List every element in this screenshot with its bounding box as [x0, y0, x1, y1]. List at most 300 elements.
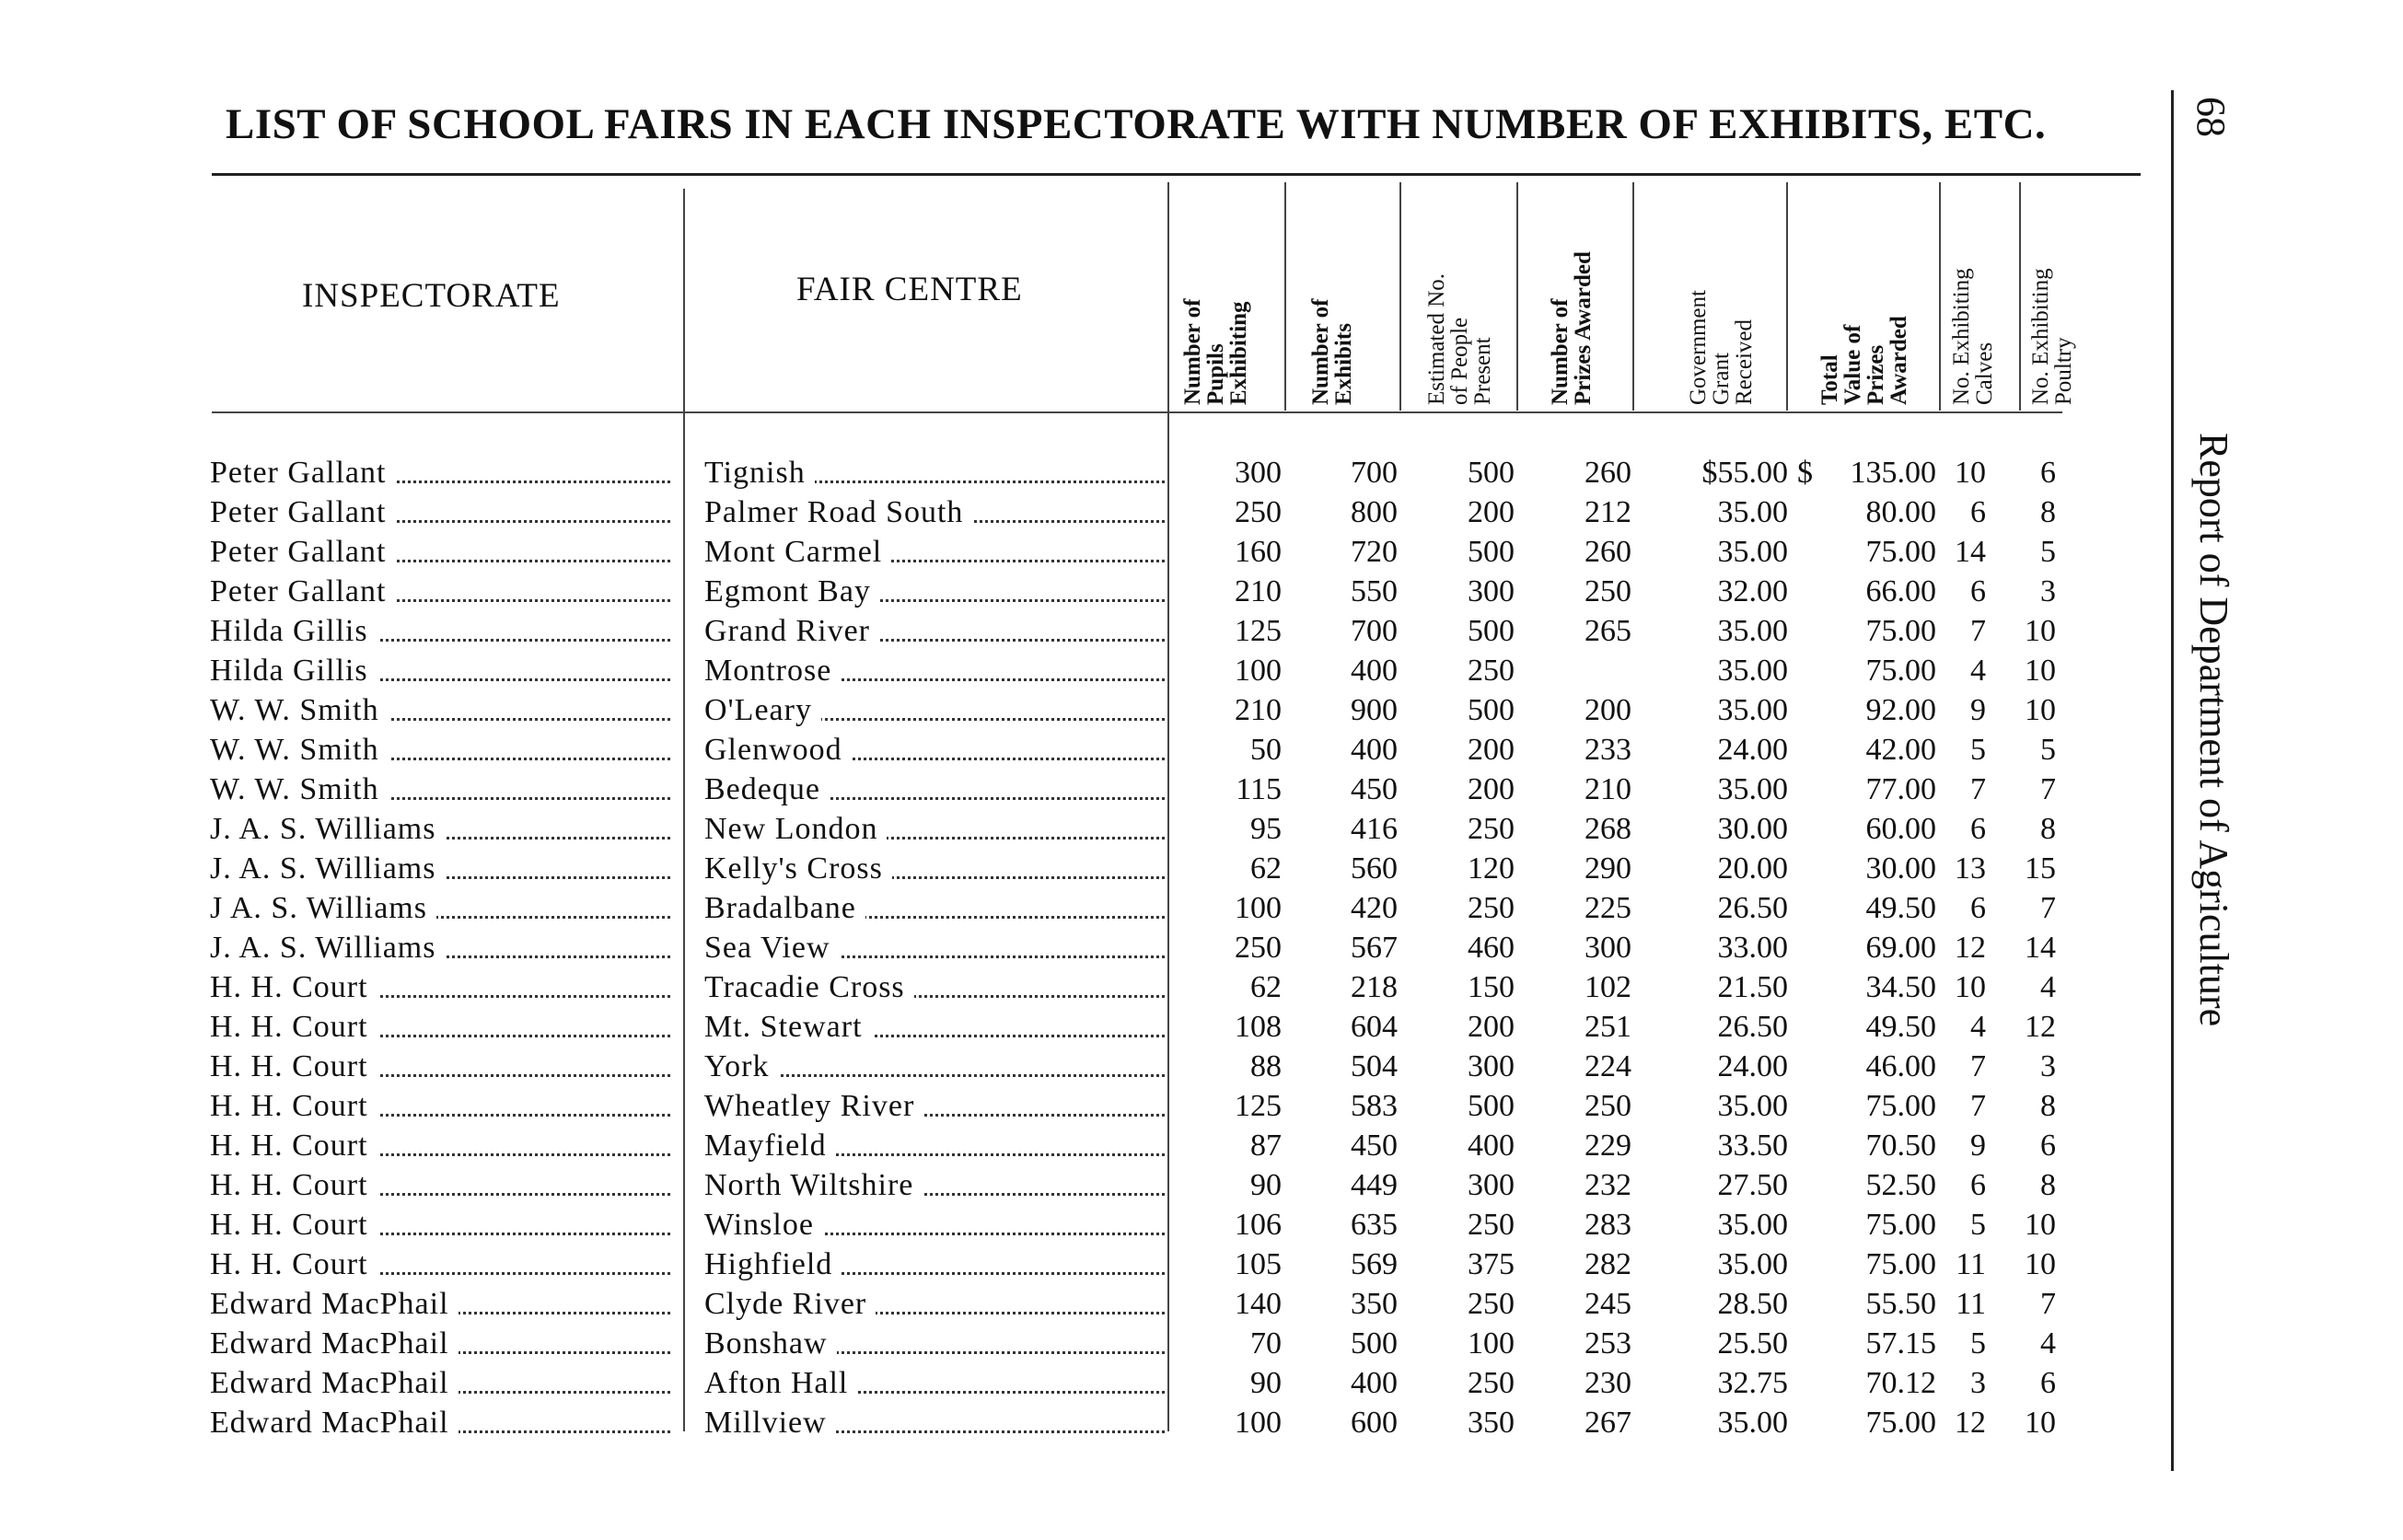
cell-people: 500: [1468, 614, 1515, 648]
cell-inspectorate-wrap: [210, 1126, 670, 1165]
table-row: [0, 967, 2118, 1007]
cell-people: 350: [1468, 1406, 1515, 1440]
cell-people: 500: [1468, 535, 1515, 569]
cell-pupils: 250: [1235, 931, 1282, 965]
cell-prizes: 212: [1585, 495, 1631, 529]
cell-exhibits: 720: [1351, 535, 1398, 569]
dollar-sign: $: [1797, 456, 1813, 490]
cell-inspectorate: H. H. Court: [210, 1247, 377, 1281]
cell-total-value: 70.50: [1865, 1129, 1936, 1163]
cell-inspectorate-wrap: [210, 1047, 670, 1086]
cell-inspectorate: Edward MacPhail: [210, 1366, 459, 1400]
cell-grant: 25.50: [1717, 1326, 1788, 1361]
cell-grant: 33.00: [1717, 931, 1788, 965]
cell-exhibits: 800: [1351, 495, 1398, 529]
cell-total-value: 75.00: [1865, 1208, 1936, 1242]
table-row: [0, 1324, 2118, 1363]
cell-grant: 24.00: [1717, 1049, 1788, 1083]
cell-fair-centre: Grand River: [704, 614, 879, 648]
cell-people: 200: [1468, 1010, 1515, 1044]
table-row: [0, 572, 2118, 611]
column-divider: [1786, 182, 1788, 411]
cell-exhibits: 450: [1351, 1129, 1398, 1163]
cell-inspectorate: J A. S. Williams: [210, 891, 436, 925]
cell-inspectorate: Peter Gallant: [210, 456, 395, 490]
cell-poultry: 7: [2040, 772, 2056, 806]
cell-calves: 7: [1970, 772, 1986, 806]
table-row: [0, 1284, 2118, 1324]
cell-poultry: 10: [2025, 693, 2056, 727]
table-row: [0, 1245, 2118, 1284]
cell-total-value: 69.00: [1865, 931, 1936, 965]
cell-pupils: 210: [1235, 693, 1282, 727]
cell-inspectorate-wrap: [210, 1165, 670, 1205]
cell-people: 460: [1468, 931, 1515, 965]
cell-people: 150: [1468, 970, 1515, 1004]
cell-inspectorate: Hilda Gillis: [210, 614, 377, 648]
cell-inspectorate-wrap: [210, 849, 670, 888]
cell-calves: 12: [1955, 1406, 1986, 1440]
cell-prizes: 230: [1585, 1366, 1631, 1400]
table-row: [0, 1165, 2118, 1205]
cell-prizes: 232: [1585, 1168, 1631, 1202]
cell-pupils: 108: [1235, 1010, 1282, 1044]
cell-calves: 6: [1970, 812, 1986, 846]
column-divider: [1939, 182, 1941, 411]
cell-calves: 6: [1970, 891, 1986, 925]
cell-inspectorate: H. H. Court: [210, 1168, 377, 1202]
cell-fair-centre: Sea View: [704, 931, 840, 965]
cell-total-value: 80.00: [1865, 495, 1936, 529]
header-exhibits: Number of Exhibits: [1308, 298, 1356, 405]
cell-poultry: 10: [2025, 654, 2056, 688]
cell-fair-centre-wrap: [704, 690, 1165, 730]
cell-calves: 5: [1970, 1208, 1986, 1242]
cell-grant: $55.00: [1701, 456, 1788, 490]
cell-fair-centre-wrap: [704, 809, 1165, 849]
cell-fair-centre-wrap: [704, 1086, 1165, 1126]
cell-prizes: 253: [1585, 1326, 1631, 1361]
cell-inspectorate-wrap: [210, 453, 670, 492]
cell-people: 250: [1468, 1287, 1515, 1321]
cell-poultry: 7: [2040, 891, 2056, 925]
cell-pupils: 70: [1250, 1326, 1282, 1361]
cell-fair-centre: Montrose: [704, 654, 841, 688]
cell-fair-centre-wrap: [704, 1205, 1165, 1245]
cell-pupils: 140: [1235, 1287, 1282, 1321]
cell-inspectorate-wrap: [210, 1403, 670, 1442]
table-row: [0, 928, 2118, 967]
cell-total-value: 52.50: [1865, 1168, 1936, 1202]
cell-grant: 26.50: [1717, 891, 1788, 925]
cell-people: 120: [1468, 851, 1515, 886]
cell-pupils: 88: [1250, 1049, 1282, 1083]
cell-poultry: 8: [2040, 1168, 2056, 1202]
cell-total-value: 75.00: [1865, 1247, 1936, 1281]
cell-fair-centre-wrap: [704, 1165, 1165, 1205]
table-row: [0, 1007, 2118, 1047]
cell-pupils: 62: [1250, 851, 1282, 886]
cell-fair-centre: North Wiltshire: [704, 1168, 923, 1202]
cell-inspectorate-wrap: [210, 1007, 670, 1047]
header-total-value: Total Value of Prizes Awarded: [1817, 316, 1911, 405]
cell-people: 250: [1468, 654, 1515, 688]
cell-inspectorate: Edward MacPhail: [210, 1326, 459, 1361]
cell-poultry: 3: [2040, 1049, 2056, 1083]
cell-fair-centre-wrap: [704, 1245, 1165, 1284]
cell-fair-centre: Mt. Stewart: [704, 1010, 872, 1044]
cell-inspectorate-wrap: [210, 532, 670, 572]
cell-fair-centre: Clyde River: [704, 1287, 876, 1321]
cell-inspectorate-wrap: [210, 967, 670, 1007]
cell-fair-centre-wrap: [704, 1284, 1165, 1324]
cell-inspectorate: Peter Gallant: [210, 574, 395, 608]
cell-total-value: 49.50: [1865, 1010, 1936, 1044]
cell-calves: 7: [1970, 614, 1986, 648]
cell-calves: 12: [1955, 931, 1986, 965]
cell-fair-centre-wrap: [704, 1403, 1165, 1442]
cell-total-value: 34.50: [1865, 970, 1936, 1004]
margin-rule: [2171, 90, 2174, 1471]
cell-inspectorate-wrap: [210, 809, 670, 849]
cell-grant: 24.00: [1717, 733, 1788, 767]
table-row: [0, 1126, 2118, 1165]
cell-fair-centre-wrap: [704, 849, 1165, 888]
header-fair-centre: FAIR CENTRE: [796, 271, 1023, 308]
cell-fair-centre: Bedeque: [704, 772, 830, 806]
page-number: 68: [2188, 97, 2234, 137]
cell-prizes: 250: [1585, 574, 1631, 608]
cell-people: 250: [1468, 812, 1515, 846]
header-people: Estimated No. of People Present: [1424, 272, 1495, 405]
table-row: [0, 492, 2118, 532]
cell-people: 500: [1468, 456, 1515, 490]
cell-prizes: 267: [1585, 1406, 1631, 1440]
cell-total-value: 135.00: [1850, 456, 1936, 490]
cell-fair-centre-wrap: [704, 1126, 1165, 1165]
cell-grant: 32.75: [1717, 1366, 1788, 1400]
cell-total-value: 77.00: [1865, 772, 1936, 806]
cell-inspectorate: H. H. Court: [210, 1208, 377, 1242]
cell-inspectorate-wrap: [210, 770, 670, 809]
header-poultry: No. Exhibiting Poultry: [2028, 268, 2076, 405]
cell-grant: 35.00: [1717, 495, 1788, 529]
cell-prizes: 290: [1585, 851, 1631, 886]
cell-prizes: 224: [1585, 1049, 1631, 1083]
cell-fair-centre: Mont Carmel: [704, 535, 891, 569]
cell-fair-centre: Mayfield: [704, 1129, 836, 1163]
cell-fair-centre: Afton Hall: [704, 1366, 857, 1400]
cell-calves: 9: [1970, 1129, 1986, 1163]
cell-exhibits: 500: [1351, 1326, 1398, 1361]
cell-total-value: 75.00: [1865, 1406, 1936, 1440]
cell-inspectorate-wrap: [210, 1245, 670, 1284]
cell-pupils: 250: [1235, 495, 1282, 529]
cell-grant: 26.50: [1717, 1010, 1788, 1044]
cell-pupils: 90: [1250, 1168, 1282, 1202]
cell-poultry: 10: [2025, 1208, 2056, 1242]
cell-fair-centre: York: [704, 1049, 778, 1083]
cell-grant: 33.50: [1717, 1129, 1788, 1163]
cell-grant: 35.00: [1717, 614, 1788, 648]
cell-inspectorate: Peter Gallant: [210, 535, 395, 569]
cell-exhibits: 604: [1351, 1010, 1398, 1044]
cell-total-value: 66.00: [1865, 574, 1936, 608]
cell-fair-centre: Palmer Road South: [704, 495, 972, 529]
cell-calves: 10: [1955, 456, 1986, 490]
cell-exhibits: 560: [1351, 851, 1398, 886]
cell-calves: 4: [1970, 654, 1986, 688]
cell-inspectorate-wrap: [210, 1363, 670, 1403]
running-head: Report of Department of Agriculture: [2191, 433, 2236, 1027]
cell-exhibits: 450: [1351, 772, 1398, 806]
cell-prizes: 102: [1585, 970, 1631, 1004]
cell-people: 250: [1468, 1366, 1515, 1400]
cell-prizes: 229: [1585, 1129, 1631, 1163]
cell-inspectorate-wrap: [210, 690, 670, 730]
cell-fair-centre-wrap: [704, 1324, 1165, 1363]
cell-grant: 21.50: [1717, 970, 1788, 1004]
cell-total-value: 57.15: [1865, 1326, 1936, 1361]
cell-pupils: 62: [1250, 970, 1282, 1004]
cell-pupils: 100: [1235, 891, 1282, 925]
cell-pupils: 125: [1235, 1089, 1282, 1123]
cell-grant: 27.50: [1717, 1168, 1788, 1202]
cell-prizes: 260: [1585, 456, 1631, 490]
cell-poultry: 12: [2025, 1010, 2056, 1044]
table-row: [0, 690, 2118, 730]
cell-calves: 6: [1970, 1168, 1986, 1202]
cell-prizes: 283: [1585, 1208, 1631, 1242]
cell-prizes: 260: [1585, 535, 1631, 569]
cell-prizes: 233: [1585, 733, 1631, 767]
cell-poultry: 15: [2025, 851, 2056, 886]
cell-calves: 14: [1955, 535, 1986, 569]
header-rule: [212, 411, 2062, 413]
cell-pupils: 100: [1235, 654, 1282, 688]
cell-exhibits: 569: [1351, 1247, 1398, 1281]
cell-grant: 35.00: [1717, 1247, 1788, 1281]
cell-pupils: 115: [1236, 772, 1282, 806]
cell-pupils: 106: [1235, 1208, 1282, 1242]
cell-pupils: 87: [1250, 1129, 1282, 1163]
cell-inspectorate: W. W. Smith: [210, 693, 389, 727]
cell-fair-centre: New London: [704, 812, 887, 846]
cell-poultry: 10: [2025, 1406, 2056, 1440]
cell-calves: 5: [1970, 1326, 1986, 1361]
cell-fair-centre: Wheatley River: [704, 1089, 923, 1123]
cell-exhibits: 700: [1351, 614, 1398, 648]
cell-pupils: 90: [1250, 1366, 1282, 1400]
cell-fair-centre: Millview: [704, 1406, 836, 1440]
cell-grant: 35.00: [1717, 535, 1788, 569]
page-title: LIST OF SCHOOL FAIRS IN EACH INSPECTORATE WITH NUMBER OF EXHIBITS, ETC.: [226, 100, 2047, 148]
cell-prizes: 265: [1585, 614, 1631, 648]
cell-exhibits: 416: [1351, 812, 1398, 846]
cell-prizes: 300: [1585, 931, 1631, 965]
column-divider: [1284, 182, 1286, 411]
cell-fair-centre: Egmont Bay: [704, 574, 880, 608]
cell-inspectorate-wrap: [210, 651, 670, 690]
cell-exhibits: 504: [1351, 1049, 1398, 1083]
cell-grant: 30.00: [1717, 812, 1788, 846]
cell-people: 375: [1468, 1247, 1515, 1281]
table-row: [0, 1086, 2118, 1126]
cell-calves: 4: [1970, 1010, 1986, 1044]
cell-inspectorate: J. A. S. Williams: [210, 851, 446, 886]
cell-pupils: 125: [1235, 614, 1282, 648]
cell-total-value: 49.50: [1865, 891, 1936, 925]
cell-exhibits: 400: [1351, 1366, 1398, 1400]
cell-fair-centre-wrap: [704, 1363, 1165, 1403]
cell-prizes: 225: [1585, 891, 1631, 925]
cell-pupils: 50: [1250, 733, 1282, 767]
cell-inspectorate: Edward MacPhail: [210, 1287, 459, 1321]
cell-calves: 7: [1970, 1049, 1986, 1083]
cell-grant: 28.50: [1717, 1287, 1788, 1321]
cell-calves: 7: [1970, 1089, 1986, 1123]
cell-calves: 9: [1970, 693, 1986, 727]
cell-exhibits: 400: [1351, 654, 1398, 688]
cell-exhibits: 900: [1351, 693, 1398, 727]
cell-pupils: 300: [1235, 456, 1282, 490]
cell-fair-centre: O'Leary: [704, 693, 821, 727]
cell-inspectorate: H. H. Court: [210, 1049, 377, 1083]
column-divider: [1516, 182, 1518, 411]
cell-total-value: 75.00: [1865, 1089, 1936, 1123]
header-calves: No. Exhibiting Calves: [1949, 268, 1997, 405]
cell-calves: 3: [1970, 1366, 1986, 1400]
cell-fair-centre-wrap: [704, 967, 1165, 1007]
cell-calves: 11: [1956, 1247, 1986, 1281]
column-divider: [2019, 182, 2021, 411]
cell-inspectorate-wrap: [210, 492, 670, 532]
cell-inspectorate: J. A. S. Williams: [210, 931, 446, 965]
cell-fair-centre-wrap: [704, 651, 1165, 690]
cell-exhibits: 218: [1351, 970, 1398, 1004]
cell-prizes: 210: [1585, 772, 1631, 806]
cell-prizes: 251: [1585, 1010, 1631, 1044]
cell-people: 250: [1468, 891, 1515, 925]
cell-inspectorate-wrap: [210, 1284, 670, 1324]
table-row: [0, 1363, 2118, 1403]
table-row: [0, 1403, 2118, 1442]
header-prizes: Number of Prizes Awarded: [1548, 251, 1596, 405]
cell-inspectorate: H. H. Court: [210, 1010, 377, 1044]
cell-total-value: 30.00: [1865, 851, 1936, 886]
cell-inspectorate: J. A. S. Williams: [210, 812, 446, 846]
cell-inspectorate-wrap: [210, 928, 670, 967]
cell-fair-centre-wrap: [704, 770, 1165, 809]
cell-poultry: 8: [2040, 495, 2056, 529]
cell-calves: 6: [1970, 495, 1986, 529]
cell-pupils: 105: [1235, 1247, 1282, 1281]
table-row: [0, 611, 2118, 651]
cell-fair-centre-wrap: [704, 730, 1165, 770]
cell-calves: 11: [1956, 1287, 1986, 1321]
cell-calves: 5: [1970, 733, 1986, 767]
table-row: [0, 651, 2118, 690]
cell-prizes: 282: [1585, 1247, 1631, 1281]
cell-fair-centre-wrap: [704, 611, 1165, 651]
cell-people: 100: [1468, 1326, 1515, 1361]
header-inspectorate: INSPECTORATE: [302, 277, 561, 315]
cell-exhibits: 635: [1351, 1208, 1398, 1242]
cell-poultry: 8: [2040, 1089, 2056, 1123]
table-row: [0, 453, 2118, 492]
cell-exhibits: 420: [1351, 891, 1398, 925]
cell-people: 300: [1468, 574, 1515, 608]
header-pupils: Number of Pupils Exhibiting: [1180, 298, 1251, 405]
cell-exhibits: 400: [1351, 733, 1398, 767]
table-row: [0, 730, 2118, 770]
cell-pupils: 210: [1235, 574, 1282, 608]
table-row: [0, 532, 2118, 572]
cell-total-value: 42.00: [1865, 733, 1936, 767]
cell-inspectorate-wrap: [210, 1324, 670, 1363]
cell-pupils: 95: [1250, 812, 1282, 846]
cell-fair-centre: Bradalbane: [704, 891, 865, 925]
cell-poultry: 6: [2040, 456, 2056, 490]
cell-grant: 32.00: [1717, 574, 1788, 608]
table-row: [0, 888, 2118, 928]
cell-fair-centre: Winsloe: [704, 1208, 823, 1242]
title-rule: [212, 173, 2141, 176]
table-row: [0, 809, 2118, 849]
cell-poultry: 8: [2040, 812, 2056, 846]
cell-total-value: 75.00: [1865, 535, 1936, 569]
cell-prizes: 268: [1585, 812, 1631, 846]
cell-inspectorate: H. H. Court: [210, 1129, 377, 1163]
cell-exhibits: 567: [1351, 931, 1398, 965]
cell-total-value: 55.50: [1865, 1287, 1936, 1321]
cell-people: 300: [1468, 1168, 1515, 1202]
column-divider: [1632, 182, 1634, 411]
cell-inspectorate-wrap: [210, 611, 670, 651]
cell-people: 200: [1468, 733, 1515, 767]
cell-exhibits: 583: [1351, 1089, 1398, 1123]
cell-fair-centre-wrap: [704, 928, 1165, 967]
cell-inspectorate-wrap: [210, 888, 670, 928]
cell-total-value: 70.12: [1865, 1366, 1936, 1400]
cell-inspectorate-wrap: [210, 1205, 670, 1245]
table-row: [0, 1205, 2118, 1245]
cell-prizes: 250: [1585, 1089, 1631, 1123]
cell-poultry: 10: [2025, 614, 2056, 648]
cell-total-value: 75.00: [1865, 614, 1936, 648]
cell-people: 200: [1468, 772, 1515, 806]
cell-exhibits: 449: [1351, 1168, 1398, 1202]
cell-poultry: 4: [2040, 970, 2056, 1004]
cell-poultry: 6: [2040, 1366, 2056, 1400]
cell-inspectorate-wrap: [210, 730, 670, 770]
cell-people: 500: [1468, 693, 1515, 727]
cell-fair-centre: Tracadie Cross: [704, 970, 914, 1004]
header-grant: Government Grant Received: [1686, 290, 1757, 405]
cell-total-value: 75.00: [1865, 654, 1936, 688]
cell-exhibits: 350: [1351, 1287, 1398, 1321]
cell-fair-centre-wrap: [704, 492, 1165, 532]
cell-fair-centre-wrap: [704, 572, 1165, 611]
cell-calves: 6: [1970, 574, 1986, 608]
cell-poultry: 7: [2040, 1287, 2056, 1321]
cell-people: 500: [1468, 1089, 1515, 1123]
cell-people: 300: [1468, 1049, 1515, 1083]
cell-poultry: 4: [2040, 1326, 2056, 1361]
cell-people: 200: [1468, 495, 1515, 529]
cell-exhibits: 550: [1351, 574, 1398, 608]
cell-grant: 20.00: [1717, 851, 1788, 886]
